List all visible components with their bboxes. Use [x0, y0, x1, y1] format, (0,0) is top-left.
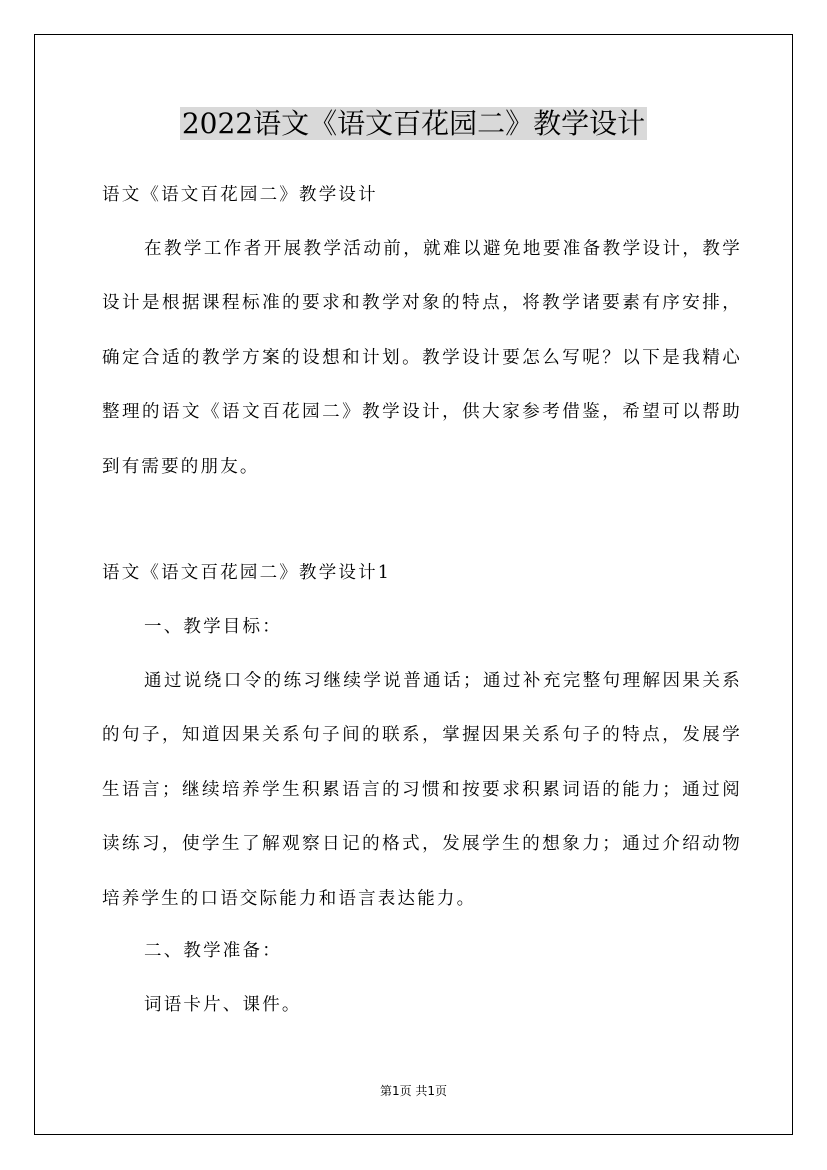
goals-heading: 一、教学目标： — [144, 617, 282, 637]
page-number: 第1页 共1页 — [379, 1084, 448, 1098]
document-subtitle: 语文《语文百花园二》教学设计 — [102, 185, 378, 205]
prep-paragraph: 词语卡片、课件。 — [144, 995, 302, 1015]
document-title — [0, 104, 827, 144]
intro-paragraph: 在教学工作者开展教学活动前，就难以避免地要准备教学设计，教学设计是根据课程标准的要求和教学对象的特点，将教学诸要素有序安排，确定合适的教学方案的设想和计划。教学设计要怎么写呢？以下是我精心整理的语文《语文百花园二》教学设计，供大家参考借鉴，希望可以帮助到有需要的朋友。 — [102, 239, 742, 477]
prep-heading: 二、教学准备： — [144, 941, 282, 961]
document-title-text: 2022语文《语文百花园二》教学设计 — [181, 107, 646, 140]
section-title: 语文《语文百花园二》教学设计1 — [102, 563, 392, 583]
goals-paragraph: 通过说绕口令的练习继续学说普通话；通过补充完整句理解因果关系的句子，知道因果关系句子间的联系，掌握因果关系句子的特点，发展学生语言；继续培养学生积累语言的习惯和按要求积累词语的能力；通过阅读练习，使学生了解观察日记的格式，发展学生的想象力；通过介绍动物培养学生的口语交际能力和语言表达能力。 — [102, 671, 742, 909]
